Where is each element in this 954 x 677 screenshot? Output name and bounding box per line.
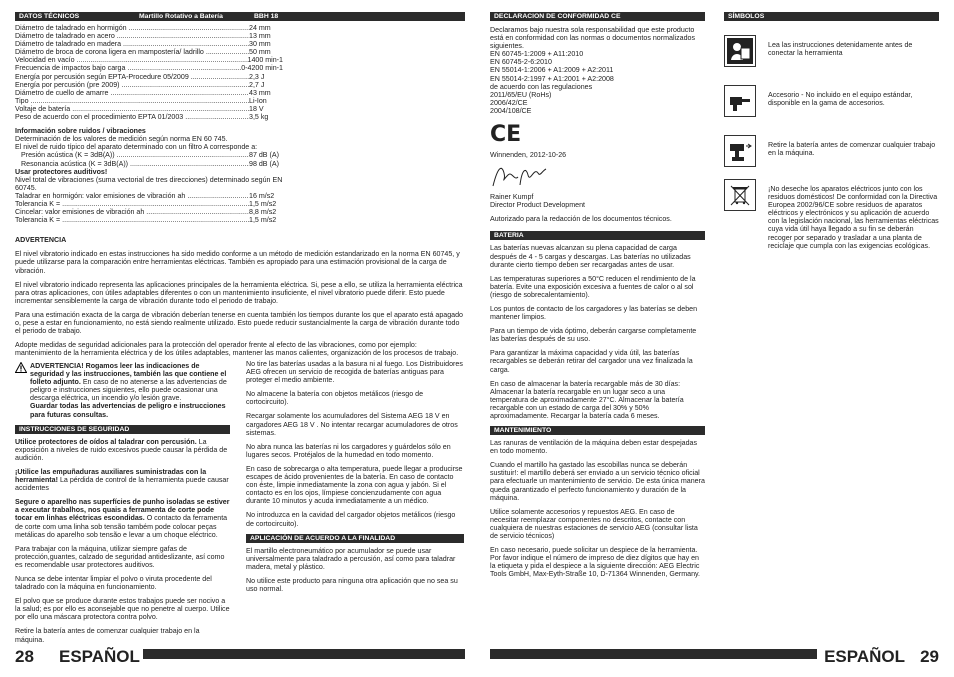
spec-value: 50 mm <box>249 48 271 57</box>
norm-line: 2011/65/EU (RoHs) <box>490 90 552 99</box>
symbol-row <box>724 135 939 167</box>
battery-paragraph: Los puntos de contacto de los cargadores y las baterías se deben mantener limpios. <box>490 304 698 322</box>
battery-warning-paragraph: Recargar solamente los acumuladores del Sistema AEG 18 V en cargadores AEG 18 V . No intentar recargar acumuladores de otros sistemas. <box>246 412 458 437</box>
battery-warning-paragraph: No almacene la batería con objetos metálicos (riesgo de cortocircuito). <box>246 390 424 407</box>
tech-data-header: DATOS TÉCNICOS Martillo Rotativo a Batería BBH 18 <box>15 12 465 21</box>
safety-item <box>15 498 230 538</box>
right-footer-title: ESPAÑOL <box>824 647 905 666</box>
use-paragraph: No utilice este producto para ninguna otra aplicación que no sea su uso normal. <box>246 576 458 593</box>
spec-label: Presión acústica (K = 3dB(A)) ..... <box>21 151 249 159</box>
spec-value: 1400 min-1 <box>247 56 283 65</box>
spec-value: 24 mm <box>249 24 271 32</box>
noise-title: Información sobre ruidos / vibraciones <box>15 127 146 136</box>
use-header: APLICACIÓN DE ACUERDO A LA FINALIDAD <box>246 534 464 543</box>
maintenance-paragraph: Las ranuras de ventilación de la máquina deben estar despejadas en todo momento. <box>490 439 698 456</box>
spec-row <box>15 48 283 56</box>
symbols-header: SÍMBOLOS <box>724 12 939 21</box>
spec-label: Energía por percusión (pre 2009) ..... <box>15 81 249 89</box>
right-footer-rule <box>490 649 817 659</box>
signer-name: Rainer Kumpf <box>490 193 534 202</box>
safety-header: INSTRUCCIONES DE SEGURIDAD <box>15 425 230 434</box>
spec-row <box>15 81 283 89</box>
battery-paragraph: Para garantizar la máxima capacidad y vida útil, las baterías recargables se deberán retirar del cargador una vez finalizada la carga. <box>490 349 693 374</box>
spec-value: 43 mm <box>249 88 271 97</box>
safety-text: El polvo que se produce durante estos trabajos puede ser nocivo a la salud; es por ello es aconsejable que no penetre al cuerpo. Utilice por ello una máscara protectora contra polvo. <box>15 597 230 622</box>
spec-value: Li-Ion <box>249 96 267 105</box>
signer-role: Director Product Development <box>490 201 586 210</box>
spec-label: Diámetro de broca de corona ligera en mampostería/ ladrillo ..... <box>15 48 249 56</box>
spec-row <box>21 151 283 159</box>
safety-item <box>15 468 230 492</box>
spec-label: Diámetro de cuello de amarre ..... <box>15 89 249 97</box>
safety-text: La pérdida de control de la herramienta puede causar accidentes <box>15 476 229 493</box>
safety-item <box>15 438 230 462</box>
spec-row <box>15 32 283 40</box>
weee-bin-icon <box>724 179 756 211</box>
warning-block: ADVERTENCIA! Rogamos leer las indicaciones de seguridad y las instrucciones, también las que contiene el folleto adjunto. En caso de no atenerse a las advertencias de peligro e instrucciones siguientes, ello puede ocasionar una descarga eléctrica, un incendio y/o lesión grave. Guardar todas las advertencias de peligro e instrucciones para futuras consultas. <box>15 362 230 419</box>
safety-text: Retire la batería antes de comenzar cualquier trabajo en la máquina. <box>15 627 200 644</box>
safety-item <box>15 597 230 621</box>
norm-line: EN 60745-1:2009 + A11:2010 <box>490 50 584 59</box>
right-column-1 <box>490 12 705 585</box>
safety-bold: ¡Utilice las empuñaduras auxiliares suministradas con la herramienta! <box>15 467 207 485</box>
left-footer-rule <box>143 649 465 659</box>
symbol-row <box>724 35 939 67</box>
right-footer <box>490 646 939 668</box>
maintenance-paragraph: En caso necesario, puede solicitar un despiece de la herramienta. Por favor indique el número de impreso de diez dígitos que hay en la etiqueta y pida el despiece a la siguiente dirección: AEG Electric Tools GmbH, Max-Eyth-Straße 10, D-71364 Winnenden, Germany. <box>490 546 701 579</box>
safety-bold: Segure o aparelho nas superfícies de punho isoladas se estiver a executar trabalhos, nos quais a ferramenta de corte pode tocar em linhas eléctricas escondidas. <box>15 498 230 523</box>
spec-label: Tolerancia K = ..... <box>15 216 249 224</box>
spec-row <box>15 216 283 224</box>
safety-list <box>15 438 230 644</box>
warning-section <box>15 236 465 357</box>
spec-label: Diámetro de taladrado en hormigón ..... <box>15 24 249 32</box>
place-date: Winnenden, 2012-10-26 <box>490 151 567 160</box>
use-paragraph: El martillo electroneumático por acumulador se puede usar universalmente para taladrado a percusión, así como para taladrar madera, metal y plástico. <box>246 546 456 571</box>
advertencia-paragraph: Adopte medidas de seguridad adicionales para la protección del operador frente al efecto de las vibraciones, como por ejemplo: mantenimiento de la herramienta eléctrica y de los útiles adaptables, mantener las manos calientes, organización de los procesos de trabajo. <box>15 341 459 358</box>
symbol-row <box>724 179 939 250</box>
spec-row <box>15 56 283 64</box>
noise-text2: El nivel de ruido típico del aparato determinado con un filtro A corresponde a: <box>15 143 258 152</box>
battery-warning-paragraph: No tire las baterías usadas a la basura ni al fuego. Los Distribuidores AEG ofrecen un servicio de recogida de baterías antiguas para proteger el medio ambiente. <box>246 360 463 385</box>
battery-warning-paragraph: En caso de sobrecarga o alta temperatura, puede llegar a producirse escapes de ácido provenientes de la batería. En caso de contacto con éste, limpie inmediatamente la zona con agua y jabón. Si el contacto es en los ojos, límpiese concienzudamente con agua durante 10 minutos y acuda inmediatamente a un médico. <box>246 464 463 506</box>
safety-text: La exposición a niveles de ruido excesivos puede causar la pérdida de audición. <box>15 437 228 462</box>
spec-value: 18 V <box>249 104 264 113</box>
spec-row <box>15 113 283 121</box>
left-page-number: 28 <box>15 647 34 666</box>
noise-section <box>15 127 283 224</box>
symbol-row <box>724 85 939 117</box>
spec-value: 1,5 m/s2 <box>249 216 277 225</box>
battery-warning-paragraph: No abra nunca las baterías ni los cargadores y guárdelos sólo en lugares secos. Protéjalos de la humedad en todo momento. <box>246 442 451 459</box>
ce-mark-icon: CE <box>490 122 522 148</box>
spec-row <box>15 200 283 208</box>
left-column-1-lower <box>15 362 230 650</box>
noise-protect: Usar protectores auditivos! <box>15 167 108 176</box>
battery-paragraph: Las temperaturas superiores a 50°C reducen el rendimiento de la batería. Evite una exposición excesiva a fuentes de calor o al sol (riesgo de sobrecalentamiento). <box>490 274 696 299</box>
spec-row <box>21 160 283 168</box>
noise-list <box>15 151 283 167</box>
spec-value: 98 dB (A) <box>249 159 279 168</box>
spec-label: Diámetro de taladrado en madera ..... <box>15 40 249 48</box>
advertencia-title: ADVERTENCIA <box>15 236 67 245</box>
safety-item <box>15 575 230 591</box>
spec-value: 3,5 kg <box>249 113 269 122</box>
noise-text1: Determinación de los valores de medición según norma EN 60 745. <box>15 135 228 144</box>
safety-text: O contacto da ferramenta de corte com uma linha sob tensão também pode colocar peças metálicas do aparelho sob tensão e levar a um choque eléctrico. <box>15 514 228 539</box>
safety-bold: Utilice protectores de oídos al taladrar con percusión. <box>15 437 197 446</box>
declaration-text: Declaramos bajo nuestra sola responsabilidad que este producto está en conformidad con las normas o documentos normalizados siguientes. <box>490 26 696 51</box>
norm-list <box>490 50 705 115</box>
maintenance-paragraphs <box>490 439 705 578</box>
spec-value: 16 m/s2 <box>249 191 275 200</box>
spec-label: Resonancia acústica (K = 3dB(A)) ..... <box>21 160 249 168</box>
battery-paragraph: Las baterías nuevas alcanzan su plena capacidad de carga después de 4 - 5 cargas y descargas. Las baterías no utilizadas durante cierto tiempo deben ser recargadas antes de usar. <box>490 244 691 269</box>
symbol-text: Accesorio - No incluido en el equipo estándar, disponible en la gama de accesorios. <box>768 91 913 108</box>
spec-label: Diámetro de taladrado en acero ..... <box>15 32 249 40</box>
spec-row <box>15 89 283 97</box>
spec-value: 0-4200 min-1 <box>241 64 283 73</box>
read-manual-icon <box>724 35 756 67</box>
spec-label: Taladrar en hormigón: valor emisiones de vibración ah ..... <box>15 192 249 200</box>
accessory-icon <box>724 85 756 117</box>
spec-row <box>15 64 283 72</box>
remove-battery-icon <box>724 135 756 167</box>
norm-line: 2004/108/CE <box>490 106 532 115</box>
spec-value: 2,7 J <box>249 80 265 89</box>
maintenance-paragraph: Cuando el martillo ha gastado las escobillas nunca se deberán sustituir!: el martillo deberá ser enviado a un servicio técnico oficial para efectuarle un mantenimiento de servicio. De esta única manera queda garantizado el perfecto funcionamiento y duración de la máquina. <box>490 461 705 502</box>
spec-list <box>15 24 283 121</box>
safety-text: Nunca se debe intentar limpiar el polvo o viruta procedente del taladrado con la máquina en funcionamiento. <box>15 574 212 592</box>
spec-row <box>15 105 283 113</box>
spec-row <box>15 73 283 81</box>
authorized-text: Autorizado para la redacción de los documentos técnicos. <box>490 215 672 224</box>
spec-label: Cincelar: valor emisiones de vibración ah ..... <box>15 208 249 216</box>
left-footer <box>15 646 465 668</box>
maintenance-header: MANTENIMIENTO <box>490 426 705 435</box>
spec-value: 2,3 J <box>249 72 265 81</box>
mid-paragraphs <box>246 360 464 528</box>
adv-paragraphs <box>15 250 465 357</box>
battery-header: BATERIA <box>490 231 705 240</box>
safety-text: Para trabajar con la máquina, utilizar siempre gafas de protección,guantes, calzado de seguridad antideslizante, así como es recomendable usar protectores auditivos. <box>15 544 225 569</box>
spec-row <box>15 208 283 216</box>
spec-row <box>15 24 283 32</box>
right-column-2 <box>724 12 939 268</box>
vib-list <box>15 192 283 224</box>
symbol-list <box>724 35 939 250</box>
symbol-text: Lea las instrucciones detenidamente antes de conectar la herramienta <box>768 41 913 58</box>
left-column-1 <box>15 12 465 363</box>
symbol-text: Retire la batería antes de comenzar cualquier trabajo en la máquina. <box>768 141 936 158</box>
spec-row <box>15 192 283 200</box>
spec-label: Tolerancia K = ..... <box>15 200 249 208</box>
norm-line: EN 60745-2-6:2010 <box>490 58 552 67</box>
spec-label: Velocidad en vacío ..... <box>15 56 248 64</box>
maintenance-paragraph: Utilice solamente accesorios y repuestos AEG. En caso de necesitar reemplazar componentes no descritos, contacte con cualquiera de nuestras estaciones de servicio AEG (consultar lista de servicio técnicos) <box>490 507 698 541</box>
spec-value: 30 mm <box>249 40 271 49</box>
signature-icon <box>490 161 705 191</box>
symbol-text: ¡No deseche los aparatos eléctricos junto con los residuos domésticos! De conformidad con la Directiva Europea 2002/96/CE sobre residuos de aparatos eléctricos y electrónicos y su aplicación de acuerdo con la legislación nacional, las herramientas eléctricas cuya vida útil haya llegado a su fin se deberán recoger por separado y trasladar a una planta de reciclaje que cumpla con las exigencias ecológicas. <box>768 185 939 250</box>
warning-triangle-icon <box>15 362 27 419</box>
spec-value: 87 dB (A) <box>249 151 279 160</box>
spec-row <box>15 97 283 105</box>
right-page-number: 29 <box>920 647 939 666</box>
spec-row <box>15 40 283 48</box>
vib-text: Nivel total de vibraciones (suma vectorial de tres direcciones) determinado según EN 60745. <box>15 175 283 192</box>
spec-label: Tipo ..... <box>15 97 249 105</box>
battery-warning-paragraph: No introduzca en la cavidad del cargador objetos metálicos (riesgo de cortocircuito). <box>246 511 456 528</box>
safety-item <box>15 545 230 569</box>
declaration-header: DECLARACION DE CONFORMIDAD CE <box>490 12 705 21</box>
spec-label: Voltaje de batería ..... <box>15 105 249 113</box>
spec-label: Frecuencia de impactos bajo carga ..... <box>15 64 241 72</box>
norm-line: 2006/42/CE <box>490 98 528 107</box>
norm-line: EN 55014-2:1997 + A1:2001 + A2:2008 <box>490 74 614 83</box>
spec-label: Energía por percusión según EPTA-Procedure 05/2009 ..... <box>15 73 249 81</box>
safety-item <box>15 627 230 643</box>
spec-value: 1,5 m/s2 <box>249 199 277 208</box>
advertencia-paragraph: El nivel vibratorio indicado representa las aplicaciones principales de la herramienta eléctrica. Si, pese a ello, se utiliza la herramienta eléctrica para otras aplicaciones, con útiles adaptables diferentes o con un mantenimiento insuficiente, el nivel vibratorio puede diferir. Esto puede incrementar sensiblemente la carga de vibración durante todo el periodo de trabajo. <box>15 280 463 305</box>
use-paragraphs <box>246 547 464 593</box>
battery-paragraph: En caso de almacenar la batería recargable más de 30 días: Almacenar la batería recargable en un lugar seco a una temperatura de aproximadamente 27°C. Almacenar la batería recargable con un estado de carga del 30% y 50% aproximadamente. Recargar la batería cada 6 meses. <box>490 379 684 420</box>
norm-line: de acuerdo con las regulaciones <box>490 82 593 91</box>
left-column-2 <box>246 360 464 599</box>
battery-paragraph: Para un tiempo de vida óptimo, deberán cargarse completamente las baterías después de su uso. <box>490 327 697 344</box>
spec-value: 8,8 m/s2 <box>249 208 277 217</box>
advertencia-paragraph: Para una estimación exacta de la carga de vibración deberían tenerse en cuenta también los tiempos durante los que el aparato está apagado o, pese a estar en funcionamiento, no está siendo realmente utilizado. Esto puede reducir sustancialmente la carga de vibración durante todo el periodo de trabajo. <box>15 310 463 336</box>
battery-paragraphs <box>490 244 705 420</box>
advertencia-paragraph: El nivel vibratorio indicado en estas instrucciones ha sido medido conforme a un método de medición estandarizado en la norma EN 60745, y puede utilizarse para la comparación entre herramientas eléctricas. También es apropiado para una estimación provisional de la carga de vibración. <box>15 250 460 275</box>
left-footer-title: ESPAÑOL <box>59 647 140 666</box>
spec-value: 13 mm <box>249 32 271 41</box>
norm-line: EN 55014-1:2006 + A1:2009 + A2:2011 <box>490 66 614 75</box>
spec-label: Peso de acuerdo con el procedimiento EPTA 01/2003 ..... <box>15 113 249 121</box>
